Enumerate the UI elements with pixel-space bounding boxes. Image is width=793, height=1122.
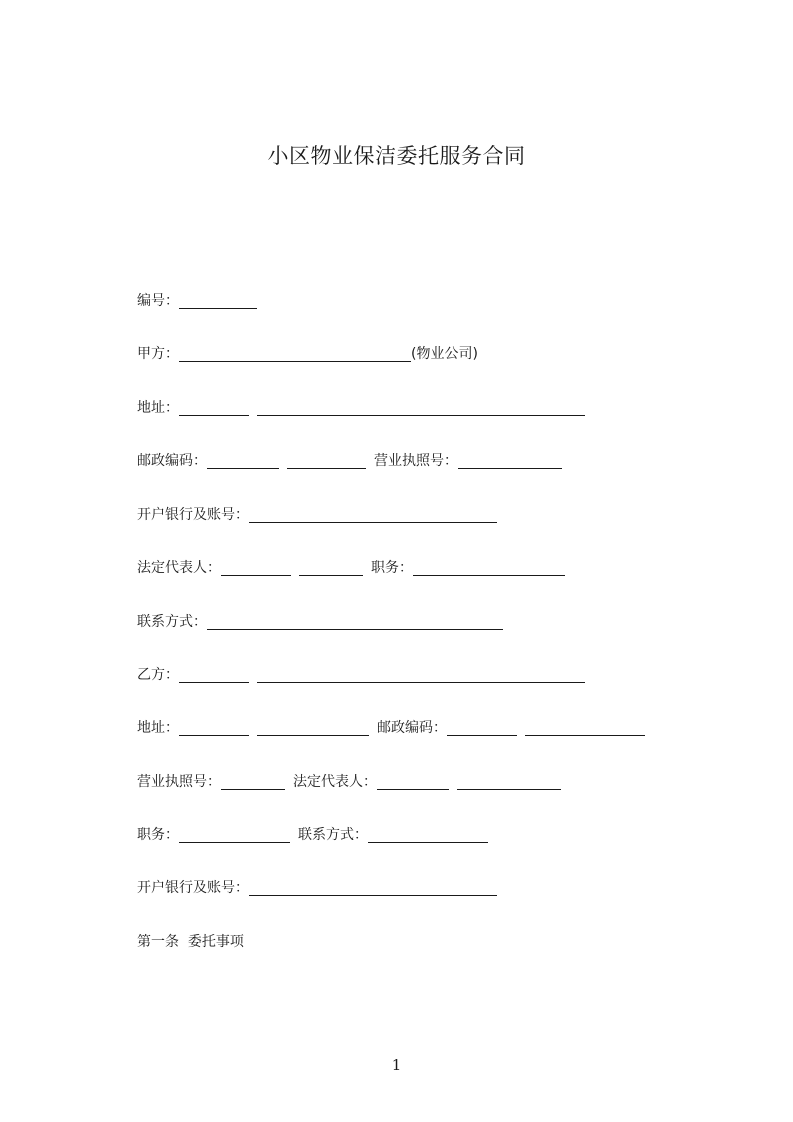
party-b-legal-rep-blank-2[interactable]	[457, 774, 561, 790]
party-b-position-line	[137, 824, 488, 846]
party-b-license-blank[interactable]	[221, 774, 285, 790]
party-b-address-blank-1[interactable]	[179, 720, 249, 736]
party-b-license-label: 营业执照号：	[137, 774, 221, 790]
number-label: 编号：	[137, 293, 179, 309]
article-1-heading: 第一条 委托事项	[137, 934, 244, 950]
party-a-postcode-blank-1[interactable]	[207, 453, 279, 469]
party-b-contact-label: 联系方式：	[298, 827, 368, 843]
party-a-contact-blank[interactable]	[207, 614, 503, 630]
party-b-legal-rep-label: 法定代表人：	[293, 774, 377, 790]
party-a-name-blank[interactable]	[179, 346, 411, 362]
party-a-contact-line	[137, 611, 503, 633]
party-b-postcode-blank-1[interactable]	[447, 720, 517, 736]
party-b-bank-line	[137, 877, 497, 899]
party-a-bank-line	[137, 504, 497, 526]
party-a-suffix: (物业公司)	[411, 346, 478, 362]
party-a-license-blank[interactable]	[458, 453, 562, 469]
party-a-bank-label: 开户银行及账号：	[137, 507, 249, 523]
party-b-position-blank[interactable]	[179, 827, 290, 843]
party-a-label: 甲方：	[137, 346, 179, 362]
document-title: 小区物业保洁委托服务合同	[267, 144, 526, 168]
party-b-contact-blank[interactable]	[368, 827, 488, 843]
party-b-bank-blank[interactable]	[249, 880, 497, 896]
party-b-address-label: 地址：	[137, 720, 179, 736]
party-a-postcode-line	[137, 450, 562, 472]
article-1-heading-line	[137, 931, 244, 953]
number-blank[interactable]	[179, 293, 257, 309]
party-b-legal-rep-blank-1[interactable]	[377, 774, 449, 790]
party-a-line	[137, 343, 478, 365]
party-a-position-blank[interactable]	[413, 560, 565, 576]
party-b-bank-label: 开户银行及账号：	[137, 880, 249, 896]
party-b-line	[137, 664, 585, 686]
party-b-license-line	[137, 771, 561, 793]
number-line	[137, 290, 257, 312]
party-b-name-blank-1[interactable]	[179, 667, 249, 683]
party-a-contact-label: 联系方式：	[137, 614, 207, 630]
party-a-address-line	[137, 397, 585, 419]
party-b-postcode-blank-2[interactable]	[525, 720, 645, 736]
party-b-address-line	[137, 717, 645, 739]
party-b-name-blank-2[interactable]	[257, 667, 585, 683]
party-a-address-label: 地址：	[137, 400, 179, 416]
party-a-legal-rep-blank-1[interactable]	[221, 560, 291, 576]
party-a-bank-blank[interactable]	[249, 507, 497, 523]
party-b-postcode-label: 邮政编码：	[377, 720, 447, 736]
party-a-postcode-label: 邮政编码：	[137, 453, 207, 469]
party-a-position-label: 职务：	[371, 560, 413, 576]
party-a-license-label: 营业执照号：	[374, 453, 458, 469]
party-a-address-blank-1[interactable]	[179, 400, 249, 416]
party-a-postcode-blank-2[interactable]	[287, 453, 366, 469]
party-b-address-blank-2[interactable]	[257, 720, 369, 736]
party-b-label: 乙方：	[137, 667, 179, 683]
party-a-address-blank-2[interactable]	[257, 400, 585, 416]
party-a-legal-rep-label: 法定代表人：	[137, 560, 221, 576]
party-a-legal-rep-blank-2[interactable]	[299, 560, 363, 576]
page-number: 1	[391, 1056, 402, 1074]
party-a-legal-rep-line	[137, 557, 565, 579]
party-b-position-label: 职务：	[137, 827, 179, 843]
